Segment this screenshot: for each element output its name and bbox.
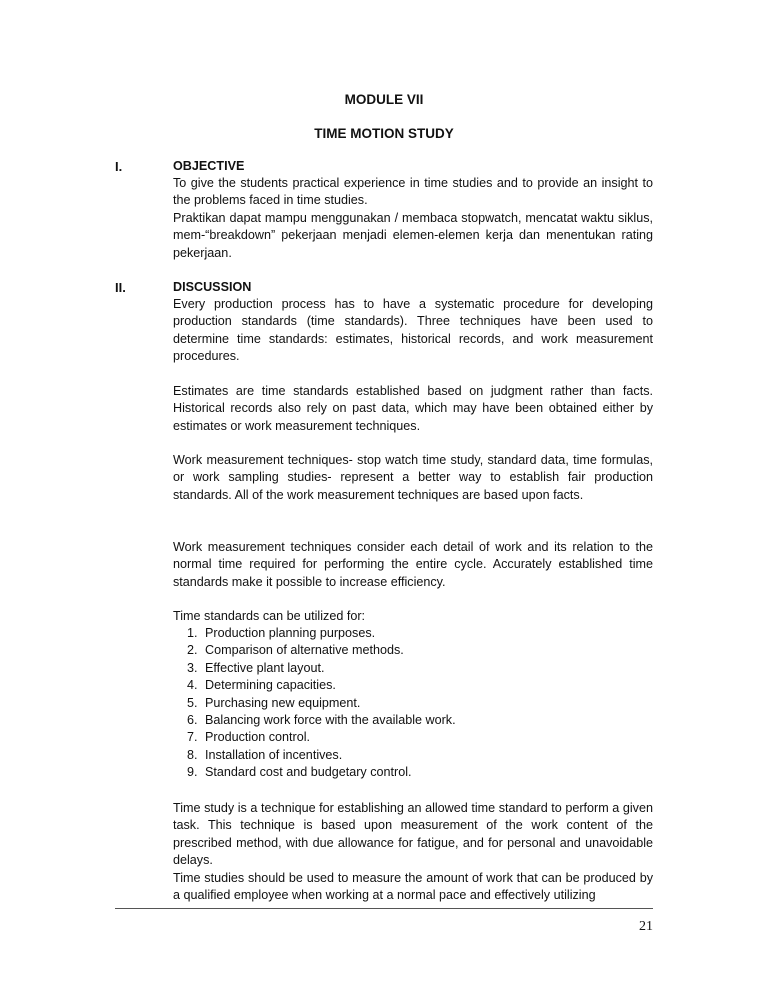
list-item: 8. Installation of incentives. xyxy=(187,747,343,762)
section-number: I. xyxy=(115,159,123,174)
list-item: 6. Balancing work force with the available work. xyxy=(187,713,456,728)
footer-divider xyxy=(115,908,653,909)
time-standards-uses-list xyxy=(187,625,653,782)
discussion-paragraph: Estimates are time standards established based on judgment rather than facts. Historical records also rely on past data, which may have been obtained either by estimates or work measurement techniques. xyxy=(173,384,653,433)
paragraph: Praktikan dapat mampu menggunakan / membaca stopwatch, mencatat waktu siklus, mem-“breakdown” pekerjaan menjadi elemen-elemen kerja dan menentukan rating pekerjaan. xyxy=(173,210,653,260)
module-title: MODULE VII xyxy=(344,92,424,107)
list-item: 7. Production control. xyxy=(187,730,311,745)
list-item: 2. Comparison of alternative methods. xyxy=(187,643,404,658)
list-item: 3. Effective plant layout. xyxy=(187,660,325,675)
list-item: 9. Standard cost and budgetary control. xyxy=(187,765,412,780)
page-number: 21 xyxy=(639,919,653,934)
discussion-paragraph: Work measurement techniques consider each detail of work and its relation to the normal time required for performing the entire cycle. Accurately established time standards make it possible to increase efficiency. xyxy=(173,540,653,589)
list-item: 1. Production planning purposes. xyxy=(187,626,376,640)
list-item: 5. Purchasing new equipment. xyxy=(187,695,361,710)
module-subtitle: TIME MOTION STUDY xyxy=(314,126,454,141)
list-item: 4. Determining capacities. xyxy=(187,678,336,693)
section-heading: OBJECTIVE xyxy=(173,159,245,173)
discussion-paragraph: Work measurement techniques- stop watch time study, standard data, time formulas, or work sampling studies- represent a better way to establish fair production standards. All of the work measurement techniques are based upon facts. xyxy=(173,453,653,502)
section-heading: DISCUSSION xyxy=(173,280,252,294)
discussion-paragraph: Time study is a technique for establishing an allowed time standard to perform a given task. This technique is based upon measurement of the work content of the prescribed method, with due allowance for fatigue, and for personal and unavoidable delays. Time studies should be used to measure the amount of work that can be produced by a qualified employee when working at a normal pace and effectively utilizing xyxy=(173,801,653,903)
list-intro: Time standards can be utilized for: xyxy=(173,609,366,623)
paragraph: To give the students practical experience in time studies and to provide an insight to the problems faced in time studies. xyxy=(173,176,653,208)
objective-text xyxy=(173,175,653,262)
section-number: II. xyxy=(115,280,126,295)
discussion-paragraph: Every production process has to have a systematic procedure for developing production standards (time standards). Three techniques have been used to determine time standards: estimates, historical records, and work measurement procedures. xyxy=(173,297,653,364)
